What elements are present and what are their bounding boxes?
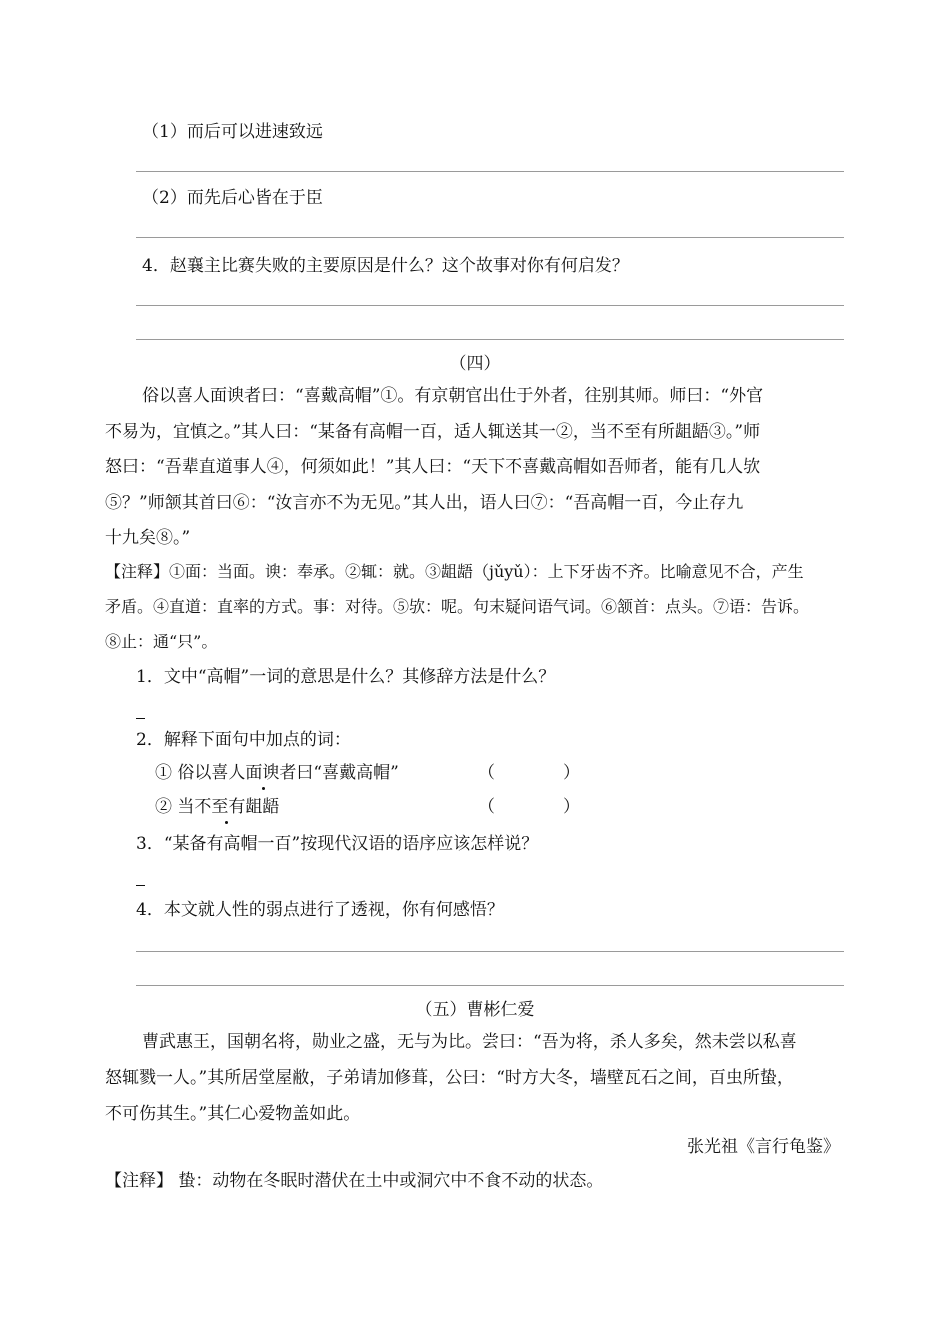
passage-line: 不可伤其生。”其仁心爱物盖如此。: [105, 1104, 361, 1124]
passage-line: 曹武惠王，国朝名将，勋业之盛，无与为比。尝曰：“吾为将，杀人多矣，然未尝以私喜: [142, 1032, 797, 1052]
answer-line[interactable]: [136, 171, 844, 172]
answer-line[interactable]: [136, 339, 844, 340]
question-2-item-1: ① 俗以喜人面谀者曰“喜戴高帽”: [155, 763, 399, 783]
passage-line: 十九矣⑧。”: [105, 528, 191, 548]
answer-blank[interactable]: [136, 718, 145, 719]
emphasis-dot: [225, 821, 228, 824]
question-4: 4．赵襄主比赛失败的主要原因是什么？这个故事对你有何启发？: [142, 256, 629, 276]
note-line: 矛盾。④直道：直率的方式。事：对待。⑤欤：呢。句末疑问语气词。⑥颔首：点头。⑦语：告诉。: [105, 597, 810, 616]
answer-blank[interactable]: [136, 885, 145, 886]
passage-line: 不易为，宜慎之。”其人曰：“某备有高帽一百，适人辄送其一②，当不至有所龃龉③。”师: [105, 422, 761, 442]
answer-paren[interactable]: （ ）: [478, 797, 580, 817]
emphasis-dot: [262, 787, 265, 790]
question-4: 4．本文就人性的弱点进行了透视，你有何感悟？: [136, 900, 504, 920]
section-heading: （五）曹彬仁爱: [415, 1000, 535, 1020]
note-line: 【注释】①面：当面。谀：奉承。②辄：就。③龃龉（jǔyǔ）：上下牙齿不齐。比喻意见不合，产生: [105, 562, 804, 581]
question-item-2: （2）而先后心皆在于臣: [142, 188, 323, 208]
question-3: 3．“某备有高帽一百”按现代汉语的语序应该怎样说？: [136, 834, 539, 854]
passage-line: 怒辄戮一人。”其所居堂屋敝，子弟请加修葺，公曰：“时方大冬，墙壁瓦石之间，百虫所蛰，: [105, 1068, 794, 1088]
section-heading: （四）: [449, 354, 501, 374]
note-line: 【注释】 蛰：动物在冬眠时潜伏在土中或洞穴中不食不动的状态。: [105, 1171, 604, 1191]
answer-paren[interactable]: （ ）: [478, 763, 580, 783]
passage-line: 俗以喜人面谀者曰：“喜戴高帽”①。有京朝官出仕于外者，往别其师。师曰：“外官: [142, 386, 764, 406]
question-2: 2．解释下面句中加点的词：: [136, 730, 351, 750]
answer-line[interactable]: [136, 985, 844, 986]
question-1: 1．文中“高帽”一词的意思是什么？其修辞方法是什么？: [136, 667, 556, 687]
source-citation: 张光祖《言行龟鉴》: [687, 1137, 840, 1157]
answer-line[interactable]: [136, 305, 844, 306]
passage-line: 怒曰：“吾辈直道事人④，何须如此！”其人曰：“天下不喜戴高帽如吾师者，能有几人欤: [105, 457, 761, 477]
answer-line[interactable]: [136, 237, 844, 238]
answer-line[interactable]: [136, 951, 844, 952]
question-2-item-2: ② 当不至有龃龉: [155, 797, 280, 817]
note-line: ⑧止：通“只”。: [105, 632, 218, 651]
passage-line: ⑤？”师颔其首曰⑥：“汝言亦不为无见。”其人出，语人曰⑦：“吾高帽一百，今止存九: [105, 493, 744, 513]
question-item-1: （1）而后可以进速致远: [142, 122, 323, 142]
